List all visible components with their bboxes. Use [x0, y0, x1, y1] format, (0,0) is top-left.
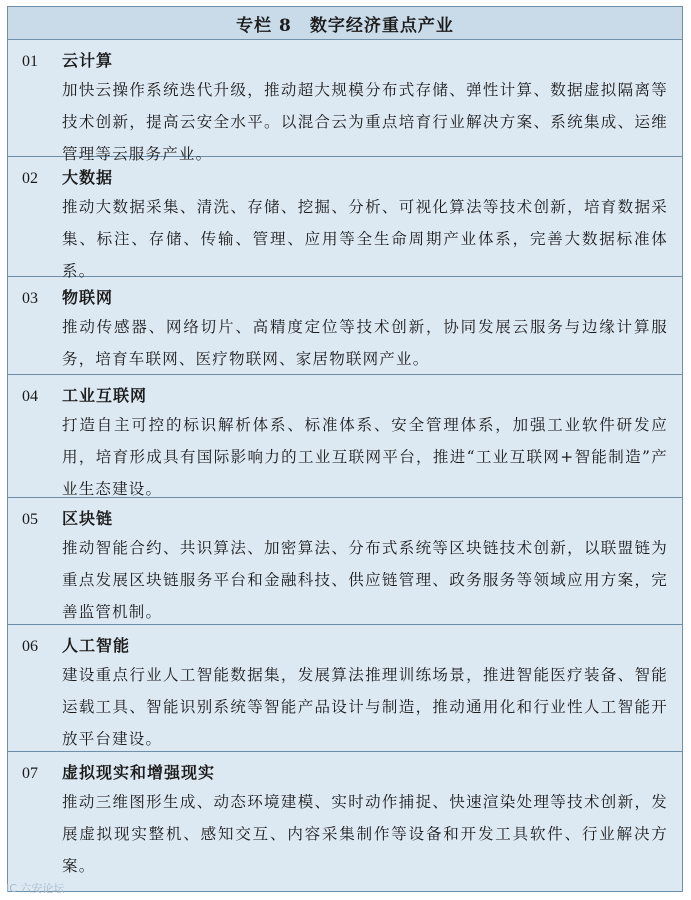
row-description: 加快云操作系统迭代升级，推动超大规模分布式存储、弹性计算、数据虚拟隔离等技术创新，提高云安全水平。以混合云为重点培育行业解决方案、系统集成、运维管理等云服务产业。: [62, 81, 668, 163]
row-head: [22, 760, 668, 786]
industry-row-cloud: [8, 40, 682, 163]
row-description: 打造自主可控的标识解析体系、标准体系、安全管理体系，加强工业软件研发应用，培育形成具有国际影响力的工业互联网平台，推进“工业互联网+智能制造”产业生态建设。: [62, 416, 668, 498]
row-number: 03: [22, 290, 38, 307]
row-title: 区块链: [62, 509, 114, 528]
row-number: 05: [22, 511, 38, 528]
row-head: [22, 165, 668, 191]
industry-row-vr-ar: [8, 752, 682, 875]
site-watermark: IC 六安论坛: [6, 882, 65, 895]
row-head: [22, 633, 668, 659]
row-title: 工业互联网: [62, 386, 148, 405]
row-description: 推动传感器、网络切片、高精度定位等技术创新，协同发展云服务与边缘计算服务，培育车联网、医疗物联网、家居物联网产业。: [62, 318, 668, 368]
box-header: [8, 7, 682, 40]
row-description: 推动智能合约、共识算法、加密算法、分布式系统等区块链技术创新，以联盟链为重点发展区块链服务平台和金融科技、供应链管理、政务服务等领域应用方案，完善监管机制。: [62, 539, 668, 621]
row-head: [22, 48, 668, 74]
industry-row-blockchain: [8, 498, 682, 625]
row-number: 06: [22, 638, 38, 655]
row-description: 推动大数据采集、清洗、存储、挖掘、分析、可视化算法等技术创新，培育数据采集、标注、存储、传输、管理、应用等全生命周期产业体系，完善大数据标准体系。: [62, 198, 668, 280]
row-head: [22, 285, 668, 311]
industry-row-iot: [8, 277, 682, 375]
industry-list: [8, 40, 682, 875]
box-title: 专栏 8 数字经济重点产业: [236, 15, 454, 36]
row-title: 物联网: [62, 288, 114, 307]
row-description: 建设重点行业人工智能数据集，发展算法推理训练场景，推进智能医疗装备、智能运载工具、智能识别系统等智能产品设计与制造，推动通用化和行业性人工智能开放平台建设。: [62, 666, 668, 748]
row-head: [22, 506, 668, 532]
row-title: 大数据: [62, 168, 114, 187]
row-number: 04: [22, 388, 38, 405]
row-number: 07: [22, 765, 38, 782]
industry-row-big-data: [8, 157, 682, 280]
row-number: 02: [22, 170, 38, 187]
row-title: 虚拟现实和增强现实: [62, 763, 216, 782]
feature-box: [7, 6, 683, 892]
row-description: 推动三维图形生成、动态环境建模、实时动作捕捉、快速渲染处理等技术创新，发展虚拟现实整机、感知交互、内容采集制作等设备和开发工具软件、行业解决方案。: [62, 793, 668, 875]
industry-row-ai: [8, 625, 682, 752]
row-title: 人工智能: [62, 636, 131, 655]
row-number: 01: [22, 53, 38, 70]
row-title: 云计算: [62, 51, 114, 70]
industry-row-industrial-internet: [8, 375, 682, 498]
row-head: [22, 383, 668, 409]
